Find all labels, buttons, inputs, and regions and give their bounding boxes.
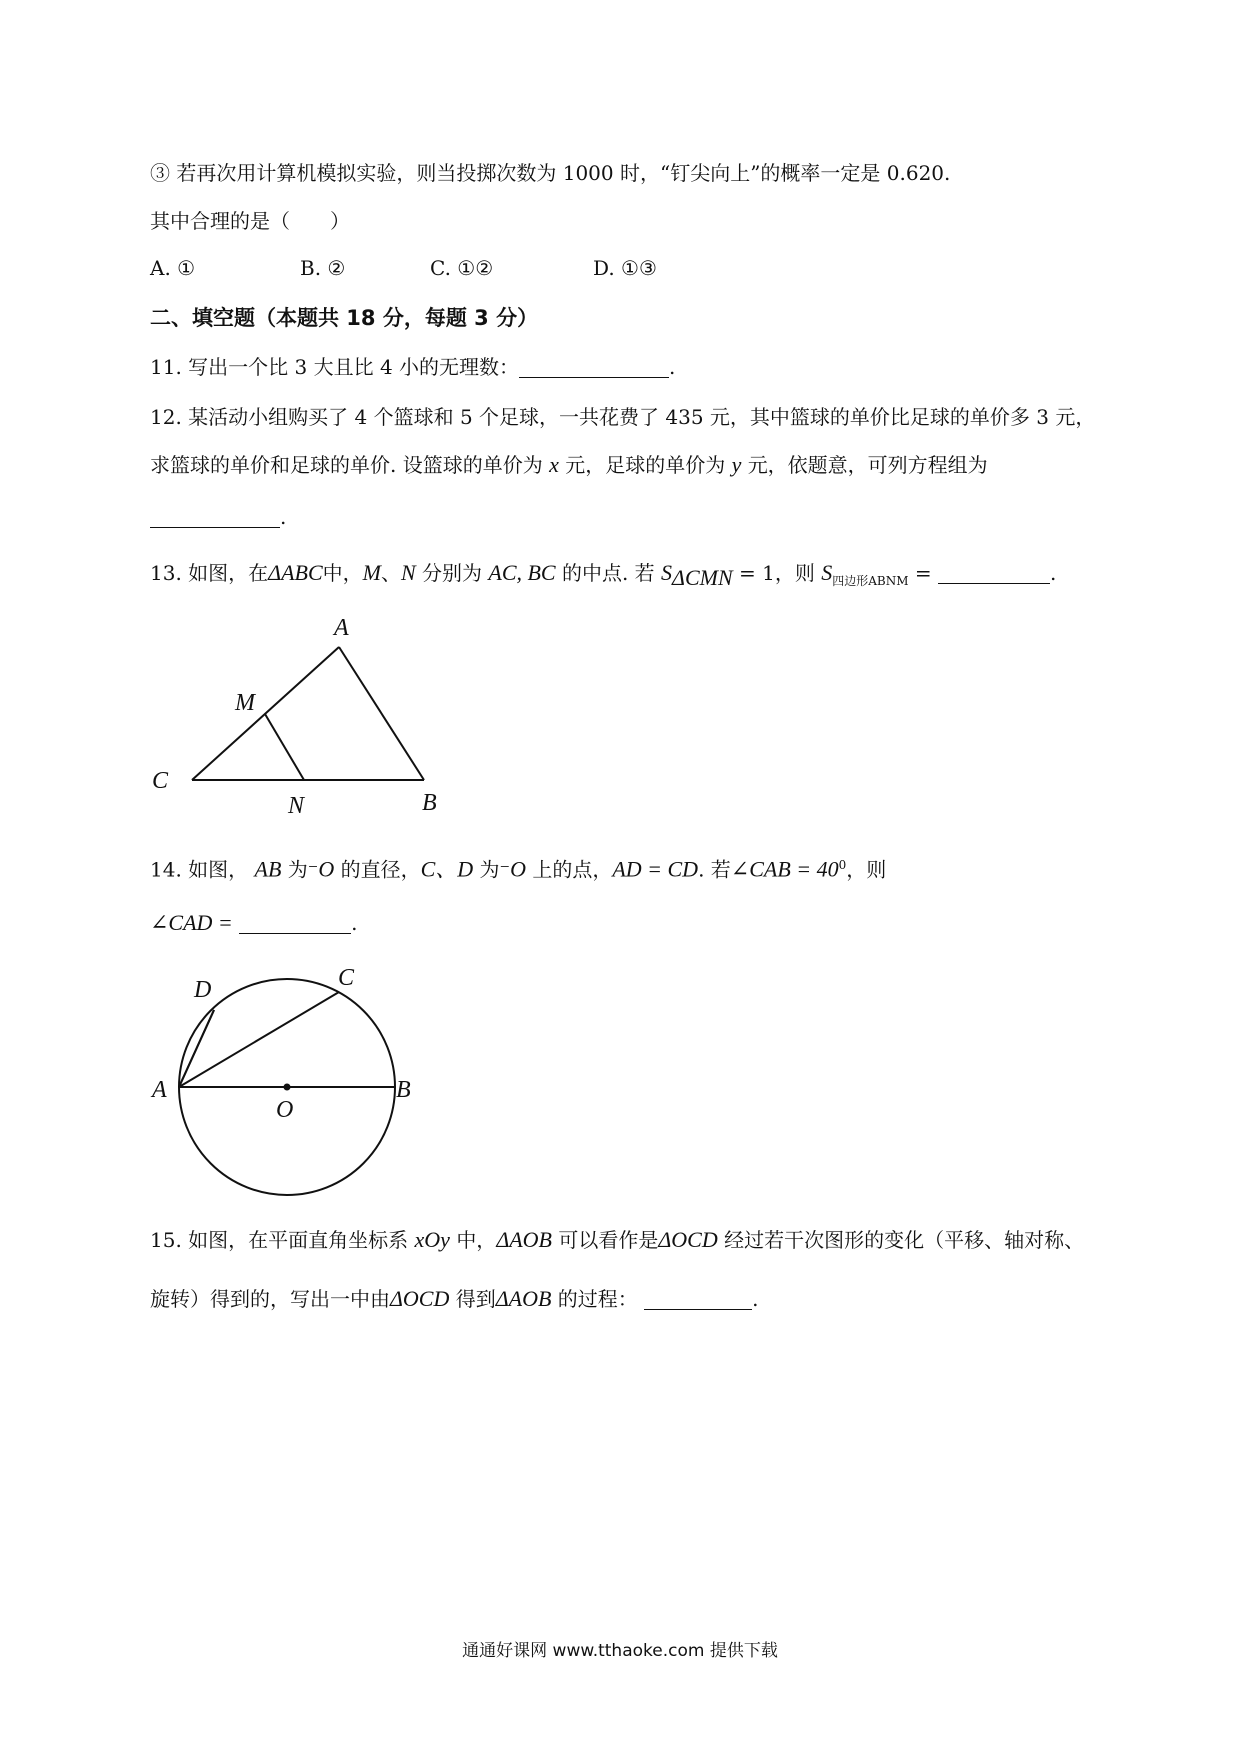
q13-area1-value: = 1	[739, 561, 775, 585]
q11-end: .	[669, 355, 676, 379]
q15-blank[interactable]	[644, 1287, 752, 1310]
q13-m: M	[362, 560, 381, 585]
q13-text-e: 的中点. 若	[561, 561, 655, 585]
q13-end: .	[1049, 561, 1057, 585]
question-12-answer	[150, 502, 286, 532]
center-dot	[284, 1084, 291, 1091]
q13-segments: AC, BC	[488, 560, 556, 585]
question-12-line1: 12. 某活动小组购买了 4 个篮球和 5 个足球，一共花费了 435 元，其中篮球的单价比足球的单价多 3 元，	[150, 405, 1096, 429]
q13-text-d: 分别为	[422, 561, 483, 585]
label-b: B	[422, 790, 437, 816]
triangle-figure	[140, 610, 470, 820]
segment-ca	[192, 647, 339, 780]
question-12-line2	[150, 450, 988, 480]
q13-equals: =	[914, 561, 932, 585]
page-footer: 通通好课网 www.tthaoke.com 提供下载	[462, 1641, 778, 1661]
q13-blank[interactable]	[938, 561, 1050, 584]
q15-xoy: xOy	[414, 1227, 450, 1252]
label-m: M	[235, 690, 255, 716]
q14-text-b: 为⁻	[287, 857, 319, 882]
q14-text-d: 为⁻	[479, 857, 511, 882]
q13-text-a: 13. 如图，在	[150, 561, 269, 585]
question-15-line2	[150, 1284, 759, 1314]
q15-text-b: 中，	[456, 1228, 497, 1252]
q14-o2: O	[510, 856, 526, 882]
label-n: N	[288, 793, 305, 819]
label-c2: C	[338, 965, 355, 991]
q14-text-g: ，则	[846, 857, 887, 882]
option-a: A. ①	[150, 256, 196, 280]
circle-figure	[140, 955, 440, 1205]
q12-var-y: y	[731, 452, 742, 477]
q15-text-e: 旋转）得到的，写出一中由	[150, 1287, 390, 1311]
statement-3: ③ 若再次用计算机模拟实验，则当投掷次数为 1000 时，“钉尖向上”的概率一定是 0.620.	[150, 161, 951, 185]
label-a2: A	[152, 1077, 167, 1103]
option-d: D. ①③	[593, 256, 657, 280]
question-15-line1	[150, 1225, 1084, 1255]
question-prompt: 其中合理的是（ ）	[150, 209, 350, 233]
q15-text-a: 15. 如图，在平面直角坐标系	[150, 1228, 409, 1252]
q11-text: 11. 写出一个比 3 大且比 4 小的无理数：	[150, 355, 520, 379]
q13-triangle: ΔABC	[268, 560, 323, 585]
segment-ab	[339, 647, 424, 780]
q13-area1-sub: ΔCMN	[672, 565, 733, 590]
q11-blank[interactable]	[519, 355, 669, 378]
q12-text-b: 元，足球的单价为	[565, 453, 726, 477]
chord-ac	[179, 992, 339, 1087]
q14-end: .	[351, 911, 358, 935]
question-14-line1	[150, 850, 886, 885]
q13-area1: S	[661, 560, 673, 585]
q14-ad-cd: AD = CD	[612, 856, 699, 882]
q14-text-f: . 若	[698, 857, 731, 882]
label-a: A	[334, 615, 349, 641]
q15-aob: ΔAOB	[496, 1227, 552, 1252]
q15-ocd2: ΔOCD	[390, 1286, 450, 1311]
q15-text-g: 的过程：	[557, 1287, 638, 1311]
label-o: O	[276, 1097, 294, 1123]
q15-text-f: 得到	[455, 1287, 496, 1311]
q13-sep: 、	[380, 561, 401, 585]
q15-ocd: ΔOCD	[658, 1227, 718, 1252]
q14-blank[interactable]	[239, 911, 351, 934]
q13-text-f: ，则	[774, 561, 815, 585]
segment-mn	[265, 714, 304, 780]
label-d: D	[194, 977, 212, 1003]
option-c: C. ①②	[430, 256, 494, 280]
q12-end: .	[280, 505, 287, 529]
q15-text-c: 可以看作是	[558, 1228, 659, 1252]
label-c: C	[152, 768, 169, 794]
label-b2: B	[396, 1077, 411, 1103]
q14-o: O	[318, 856, 335, 882]
q14-text-e: 上的点，	[532, 857, 613, 882]
question-14-line2	[150, 908, 358, 938]
q14-angle: ∠CAB = 40	[730, 856, 839, 882]
option-b: B. ②	[300, 256, 346, 280]
q14-cd: C、D	[420, 856, 474, 882]
q12-text-c: 元，依题意，可列方程组为	[747, 453, 988, 477]
q13-area2: S	[821, 560, 833, 585]
q13-area2-sub: 四边形ABNM	[832, 574, 909, 588]
q15-end: .	[752, 1287, 759, 1311]
q13-n: N	[400, 560, 416, 585]
q14-angle-cad: ∠CAD =	[150, 910, 233, 935]
q15-aob2: ΔAOB	[495, 1286, 552, 1311]
question-13	[150, 558, 1056, 596]
q15-text-d: 经过若干次图形的变化（平移、轴对称、	[724, 1228, 1085, 1252]
q12-text-a: 求篮球的单价和足球的单价. 设篮球的单价为	[150, 453, 543, 477]
q14-text-c: 的直径，	[340, 857, 421, 882]
q14-ab: AB	[254, 856, 282, 882]
section-heading: 二、填空题（本题共 18 分，每题 3 分）	[150, 306, 539, 330]
q14-degree: 0	[838, 858, 847, 872]
q13-text-b: 中，	[322, 561, 363, 585]
q12-var-x: x	[549, 452, 559, 477]
question-11	[150, 352, 675, 382]
q12-blank[interactable]	[150, 505, 280, 528]
q14-text-a: 14. 如图，	[150, 857, 249, 882]
